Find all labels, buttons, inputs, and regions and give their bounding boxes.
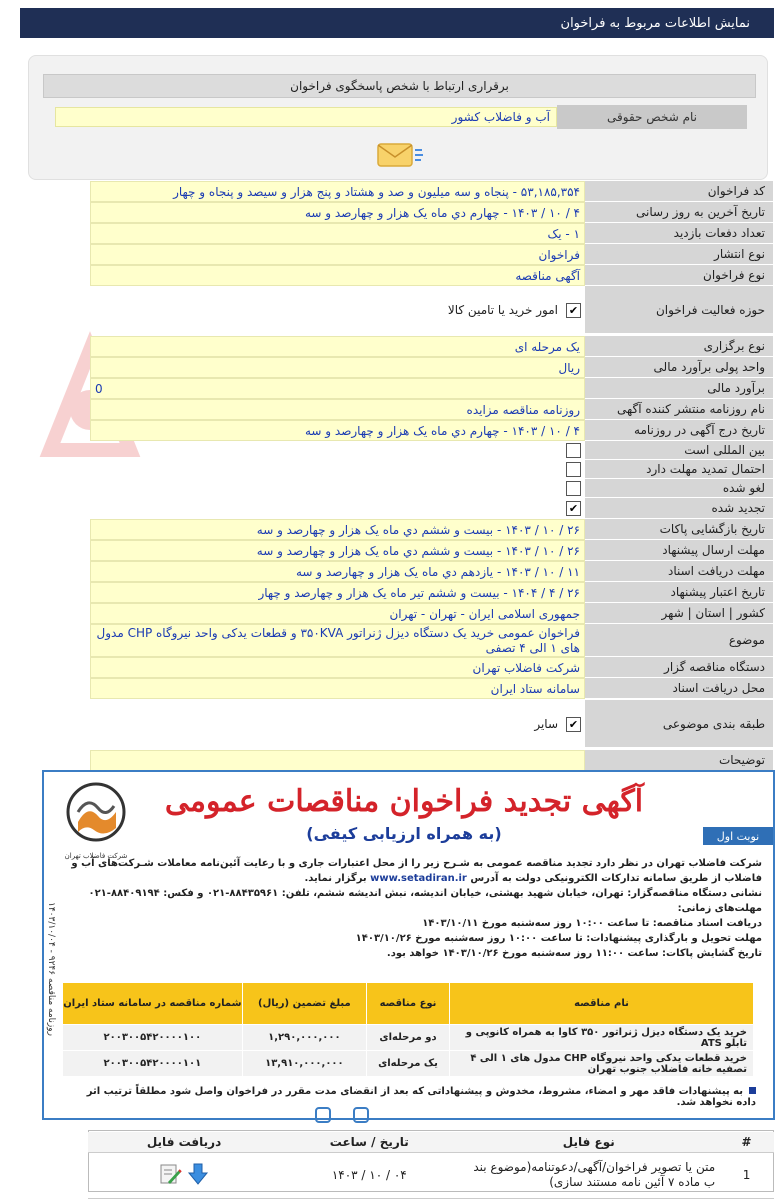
field-newspaper-date [90, 420, 773, 441]
field-code [90, 181, 773, 202]
edit-note-icon[interactable] [158, 1162, 182, 1186]
notice-th-type: نوع مناقصه [367, 983, 450, 1025]
notice-footer: به پیشنهادات فاقد مهر و امضاء، مشروط، مخدوش و پیشنهاداتی که بعد از انقضای مدت مقرر در فراخوان واصل شود مطلقاً ترتیب اثر داده نخواهد شد. [86, 1086, 756, 1108]
field-code-label: کد فراخوان [585, 181, 773, 202]
field-call-type [90, 265, 773, 286]
field-call-type-label: نوع فراخوان [585, 265, 773, 286]
notice-image [42, 770, 775, 1120]
field-doc-deadline [90, 561, 773, 582]
file-download-cell [88, 1152, 280, 1198]
field-cancelled [90, 479, 773, 498]
field-activity-value [90, 286, 585, 334]
field-activity-label: حوزه فعالیت فراخوان [585, 286, 773, 334]
activity-text: امور خرید یا تامین کالا [447, 303, 558, 317]
field-subject-value: فراخوان عمومی خرید یک دستگاه دیزل ژنراتور ۳۵۰KVA و قطعات یدکی واحد نیروگاه CHP مدول های ۱ الی ۴ تصفی [90, 624, 585, 657]
field-validity-label: تاریخ اعتبار پیشنهاد [585, 582, 773, 603]
field-location-value: جمهوری اسلامی ایران - تهران - تهران [90, 603, 585, 624]
field-pub-type [90, 244, 773, 265]
files-th-num: # [719, 1132, 774, 1152]
notice-turn-badge: نوبت اول [703, 827, 773, 845]
field-currency-label: واحد پولی برآورد مالی [585, 357, 773, 378]
field-activity [90, 286, 773, 334]
field-visits-value: ۱ - یک [90, 223, 585, 244]
notice-address: نشانی دستگاه مناقصه‌گزار: تهران، خیابان شهید بهشتی، خیابان اندیشه، نبش اندیشه ششم، تلفن: ۸۸۴۳۵۹۶۱-۰۲۱ و فکس: ۸۸۴۰۹۱۹۴-۰۲۱ [88, 888, 762, 899]
field-envelope-open-value: ۲۶ / ۱۰ / ۱۴۰۳ - بیست و ششم دي ماه یک هزار و چهارصد و سه [90, 519, 585, 540]
field-validity [90, 582, 773, 603]
field-newspaper-date-label: تاریخ درج آگهی در روزنامه [585, 420, 773, 441]
download-arrow-icon[interactable] [186, 1162, 210, 1186]
field-location [90, 603, 773, 624]
contact-title: برقراری ارتباط با شخص پاسخگوی فراخوان [43, 74, 756, 98]
field-last-update [90, 202, 773, 223]
notice-deadline-2: مهلت تحویل و بارگذاری پیشنهادات: تا ساعت ۱۰:۰۰ روز سه‌شنبه مورخ ۱۴۰۳/۱۰/۲۶ [355, 933, 762, 944]
field-organizer-label: دستگاه مناقصه گزار [585, 657, 773, 678]
field-category-label: طبقه بندی موضوعی [585, 700, 773, 748]
activity-checkbox[interactable]: ✔ [566, 303, 581, 318]
files-table [88, 1132, 774, 1199]
renewed-checkbox[interactable]: ✔ [566, 501, 581, 516]
field-subject-label: موضوع [585, 624, 773, 657]
notice-subtitle: (به همراه ارزیابی کیفی) [306, 824, 502, 843]
field-holding [90, 336, 773, 357]
field-description [90, 750, 773, 771]
field-estimate [90, 378, 773, 399]
envelope-icon[interactable] [376, 138, 424, 170]
notice-side-text: روزنامه مناقصه ۹۲۴۶ - ۱۴۰۳/۱۰/۰۴ [46, 902, 56, 1036]
page-title: نمایش اطلاعات مربوط به فراخوان [560, 15, 750, 31]
field-doc-place [90, 678, 773, 699]
notice-deadlines-title: مهلت‌های زمانی: [677, 903, 762, 914]
field-description-label: توضیحات [585, 750, 773, 771]
scroll-handle-icon[interactable] [314, 1106, 374, 1124]
field-newspaper [90, 399, 773, 420]
field-envelope-open-label: تاریخ بازگشایی پاکات [585, 519, 773, 540]
notice-site-link[interactable]: www.setadiran.ir [370, 873, 467, 884]
file-num: 1 [719, 1152, 774, 1198]
field-location-label: کشور | استان | شهر [585, 603, 773, 624]
field-estimate-label: برآورد مالی [585, 378, 773, 399]
field-organizer [90, 657, 773, 678]
field-last-update-label: تاریخ آخرین به روز رسانی [585, 202, 773, 223]
cancelled-checkbox[interactable] [566, 481, 581, 496]
table-row: خرید یک دستگاه دیزل ژنراتور ۳۵۰ کاوا به همراه کانوپی و تابلو ATS دو مرحله‌ای ۱,۲۹۰,۰۰۰,۰۰۰ ۲۰۰۳۰۰۵۴۲۰۰۰۰۱۰۰ [63, 1025, 754, 1051]
files-th-date: تاریخ / ساعت [280, 1132, 458, 1152]
notice-body [64, 856, 762, 961]
field-renewed-label: تجدید شده [585, 498, 773, 519]
field-visits-label: تعداد دفعات بازدید [585, 223, 773, 244]
field-doc-place-value: سامانه ستاد ایران [90, 678, 585, 699]
field-organizer-value: شرکت فاضلاب تهران [90, 657, 585, 678]
field-pub-type-value: فراخوان [90, 244, 585, 265]
field-last-update-value: ۴ / ۱۰ / ۱۴۰۳ - چهارم دي ماه یک هزار و چهارصد و سه [90, 202, 585, 223]
notice-th-guarantee: مبلغ تضمین (ریال) [242, 983, 366, 1025]
files-th-type: نوع فایل [458, 1132, 719, 1152]
bullet-icon [749, 1087, 756, 1094]
international-checkbox[interactable] [566, 443, 581, 458]
notice-th-name: نام مناقصه [449, 983, 753, 1025]
field-subject [90, 624, 773, 657]
logo-caption: شرکت فاضلاب تهران [64, 852, 128, 860]
notice-th-number: شماره مناقصه در سامانه ستاد ایران [63, 983, 243, 1025]
notice-title: آگهی تجدید فراخوان مناقصات عمومی [164, 784, 644, 819]
field-validity-value: ۲۶ / ۴ / ۱۴۰۴ - بیست و ششم تیر ماه یک هزار و چهارصد و چهار [90, 582, 585, 603]
field-newspaper-date-value: ۴ / ۱۰ / ۱۴۰۳ - چهارم دي ماه یک هزار و چهارصد و سه [90, 420, 585, 441]
field-doc-deadline-value: ۱۱ / ۱۰ / ۱۴۰۳ - یازدهم دي ماه یک هزار و چهارصد و سه [90, 561, 585, 582]
field-submit-deadline-value: ۲۶ / ۱۰ / ۱۴۰۳ - بیست و ششم دي ماه یک هزار و چهارصد و سه [90, 540, 585, 561]
field-currency-value: ریال [90, 357, 585, 378]
legal-name-label: نام شخص حقوقی [557, 105, 747, 129]
company-logo [64, 782, 128, 852]
field-visits [90, 223, 773, 244]
field-renewed [90, 498, 773, 519]
page-header [20, 8, 774, 38]
field-newspaper-value: روزنامه مناقصه مزایده [90, 399, 585, 420]
field-description-value [90, 750, 585, 771]
field-submit-deadline [90, 540, 773, 561]
field-newspaper-label: نام روزنامه منتشر کننده آگهی [585, 399, 773, 420]
field-category [90, 700, 773, 748]
table-row [88, 1152, 774, 1198]
notice-table [62, 982, 754, 1077]
notice-deadline-3: تاریخ گشایش پاکات: ساعت ۱۱:۰۰ روز سه‌شنبه مورخ ۱۴۰۳/۱۰/۲۶ خواهد بود. [386, 948, 762, 959]
field-estimate-value: 0 [90, 378, 585, 399]
field-currency [90, 357, 773, 378]
field-international [90, 441, 773, 460]
file-date: ۰۴ / ۱۰ / ۱۴۰۳ [280, 1152, 458, 1198]
files-th-download: دریافت فایل [88, 1132, 280, 1152]
contact-box [28, 55, 768, 180]
field-code-value: ۵۳,۱۸۵,۳۵۴ - پنجاه و سه میلیون و صد و هشتاد و پنج هزار و سیصد و پنجاه و چهار [90, 181, 585, 202]
field-extension-label: احتمال تمدید مهلت دارد [585, 460, 773, 479]
field-envelope-open [90, 519, 773, 540]
field-holding-value: یک مرحله ای [90, 336, 585, 357]
file-type: متن یا تصویر فراخوان/آگهی/دعوتنامه(موضوع بند ب ماده ۷ آئین نامه مستند سازی) [458, 1152, 719, 1198]
field-doc-deadline-label: مهلت دریافت اسناد [585, 561, 773, 582]
notice-intro: شرکت فاضلاب تهران در نظر دارد تجدید مناقصه عمومی به شـرح زیر را از محل اعتبارات جاری و با رعایت آئین‌نامه معاملات شـرکت‌های آب و فاضلاب از طریق سامانه تدارکات الکترونیکی دولت به آدرس www.setadiran.ir برگزار نماید. [71, 858, 762, 884]
field-submit-deadline-label: مهلت ارسال پیشنهاد [585, 540, 773, 561]
category-checkbox[interactable]: ✔ [566, 717, 581, 732]
notice-deadline-1: دریافت اسناد مناقصه: تا ساعت ۱۰:۰۰ روز سه‌شنبه مورخ ۱۴۰۳/۱۰/۱۱ [422, 918, 762, 929]
field-pub-type-label: نوع انتشار [585, 244, 773, 265]
field-extension [90, 460, 773, 479]
extension-checkbox[interactable] [566, 462, 581, 477]
field-international-label: بین المللی است [585, 441, 773, 460]
category-text: سایر [534, 717, 558, 731]
field-call-type-value: آگهی مناقصه [90, 265, 585, 286]
field-cancelled-label: لغو شده [585, 479, 773, 498]
field-doc-place-label: محل دریافت اسناد [585, 678, 773, 699]
table-row: خرید قطعات یدکی واحد نیروگاه CHP مدول های ۱ الی ۴ تصفیه خانه فاضلاب جنوب تهران یک مرحله‌ای ۱۳,۹۱۰,۰۰۰,۰۰۰ ۲۰۰۳۰۰۵۴۲۰۰۰۰۱۰۱ [63, 1051, 754, 1077]
legal-name-value: آب و فاضلاب کشور [55, 107, 557, 127]
field-holding-label: نوع برگزاری [585, 336, 773, 357]
